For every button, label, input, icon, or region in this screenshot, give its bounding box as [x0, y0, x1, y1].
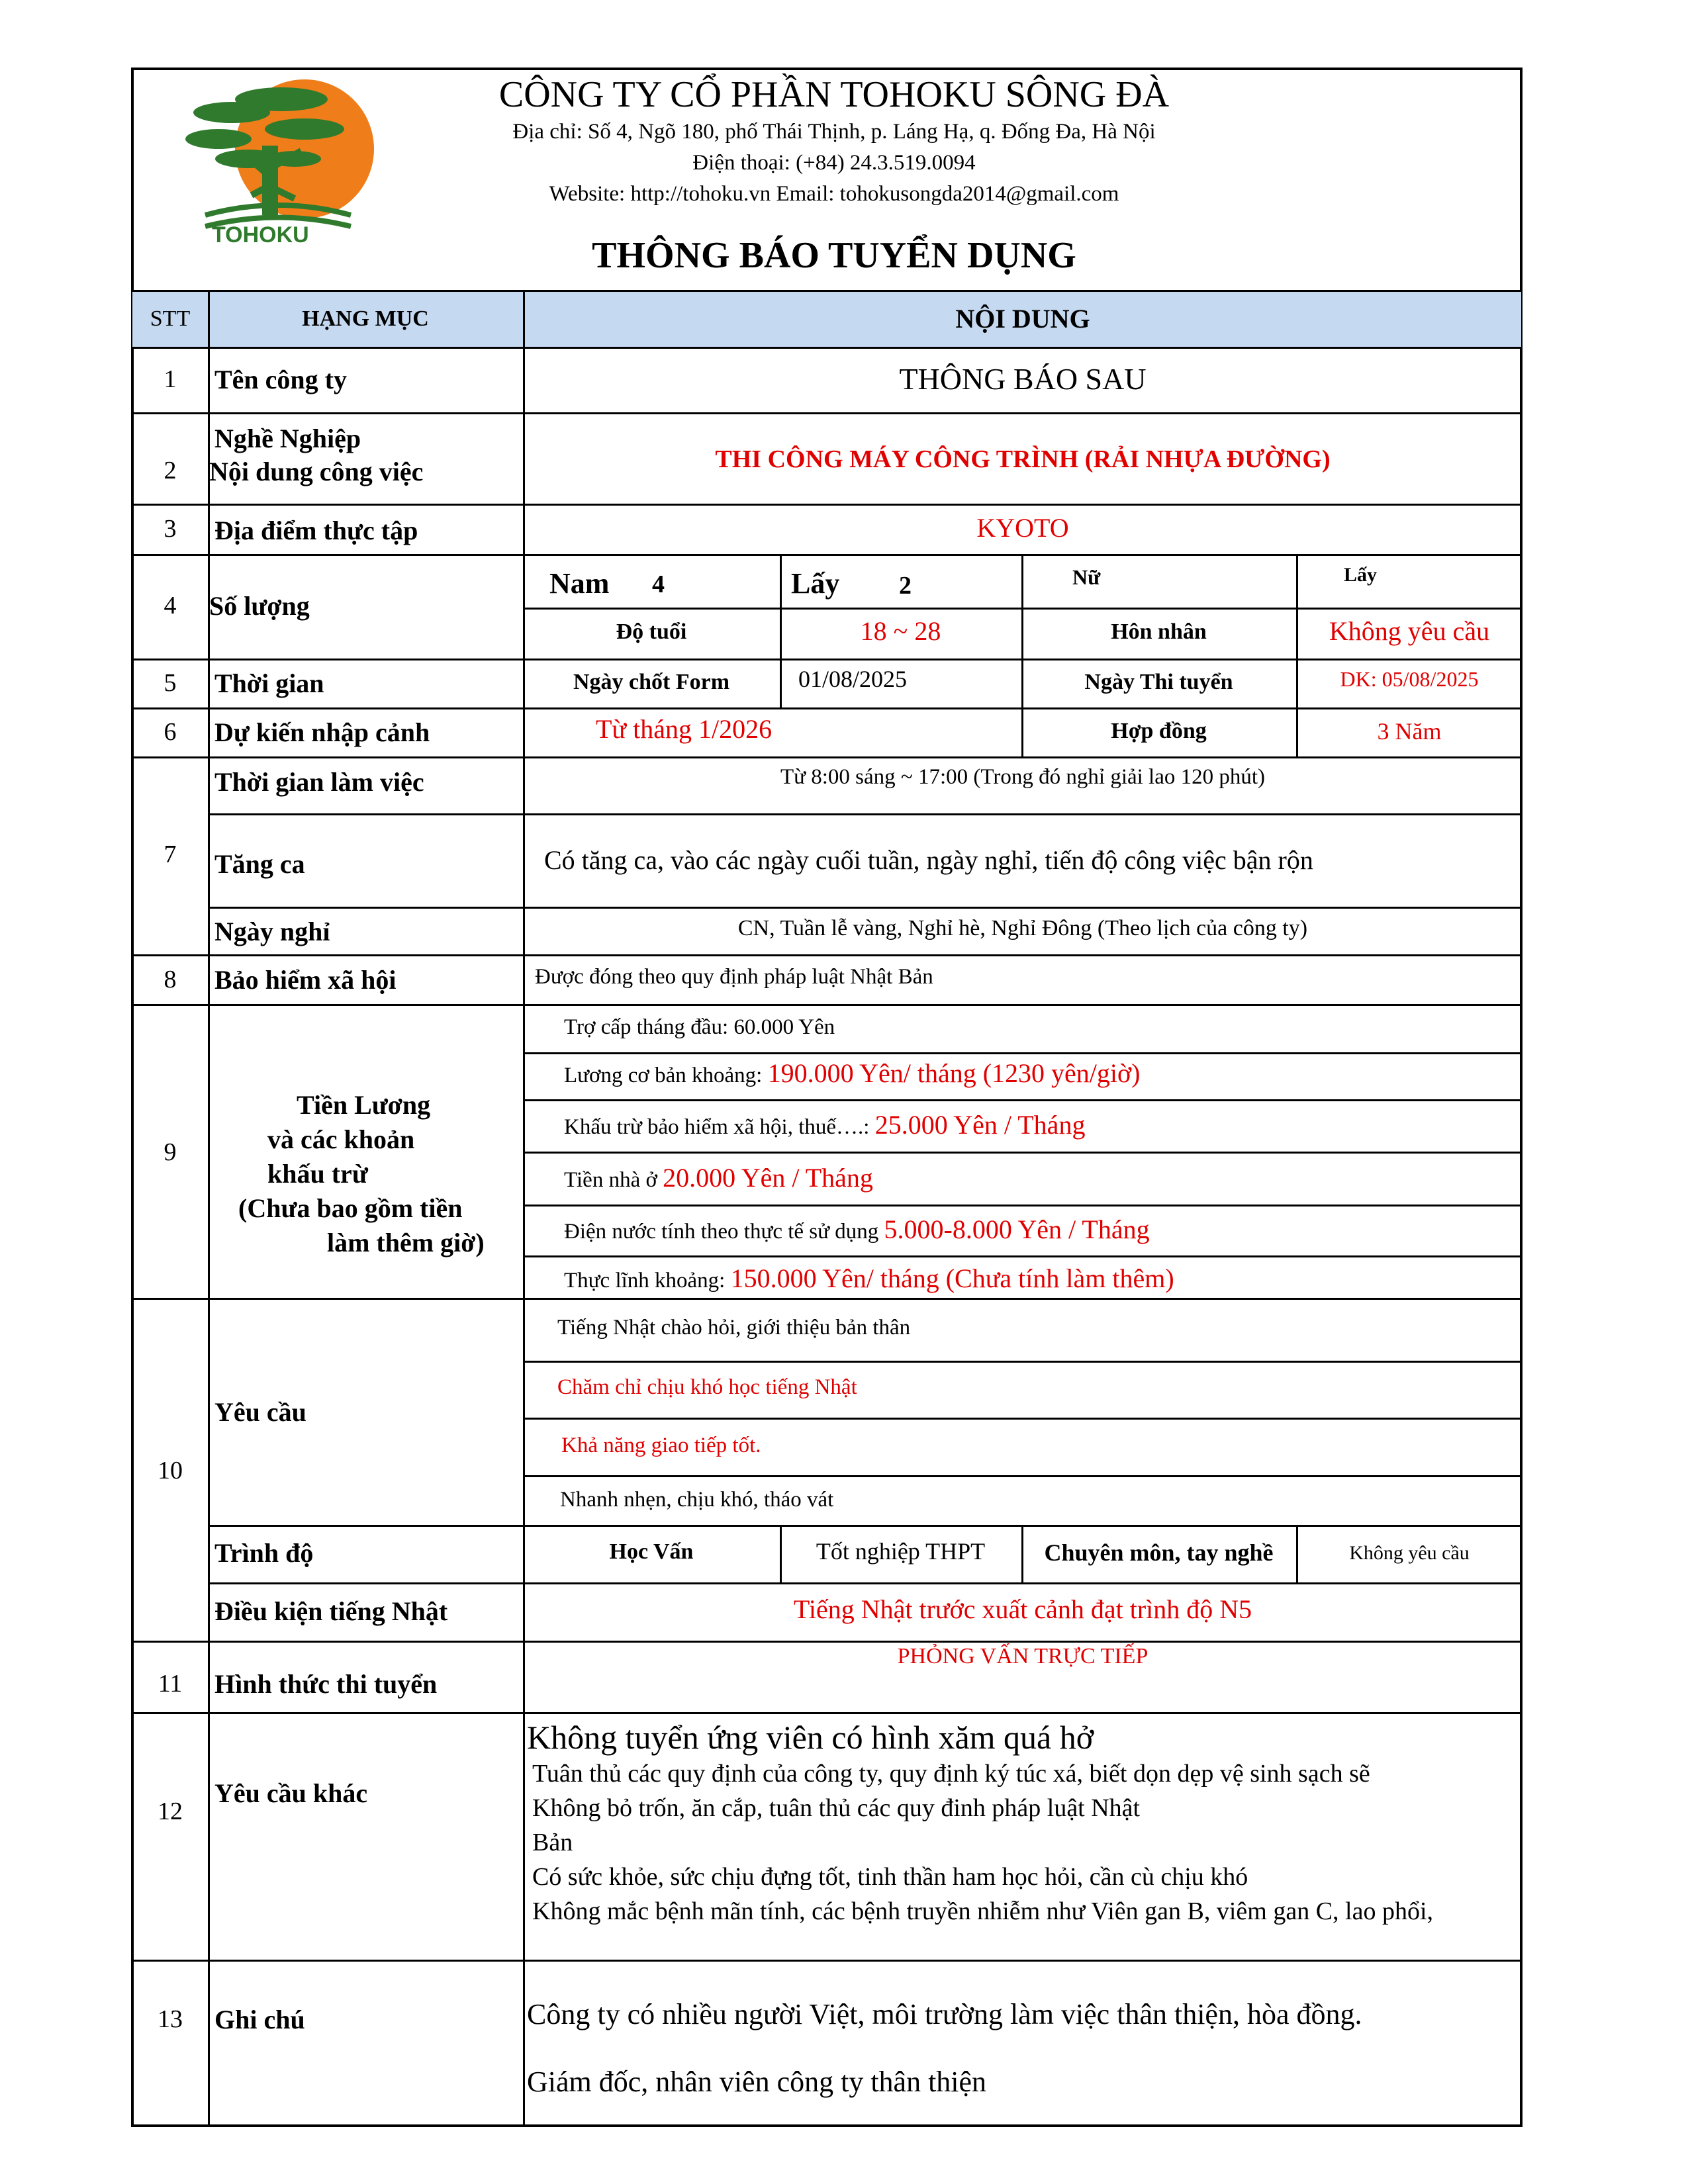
row6-contract-value: 3 Năm — [1377, 718, 1442, 745]
row4-take-count: 2 — [899, 572, 912, 600]
row6-contract-label: Hợp đồng — [1111, 719, 1207, 743]
row10-edu-sub: Học Vấn — [609, 1539, 694, 1564]
req-line-3: Khả năng giao tiếp tốt. — [561, 1433, 761, 1457]
row8-label: Bảo hiểm xã hội — [214, 965, 397, 995]
salary-line-2: Lương cơ bản khoảng: 190.000 Yên/ tháng (1230 yên/giờ) — [564, 1058, 1141, 1088]
salary-line-3: Khấu trừ bảo hiểm xã hội, thuế….: 25.000 Yên / Tháng — [564, 1110, 1086, 1140]
row11-no: 11 — [158, 1670, 183, 1698]
row7-work-value: Từ 8:00 sáng ~ 17:00 (Trong đó nghỉ giải lao 120 phút) — [780, 765, 1266, 789]
company-name: CÔNG TY CỔ PHẦN TOHOKU SÔNG ĐÀ — [498, 74, 1170, 115]
row3-label: Địa điểm thực tập — [214, 516, 418, 545]
row4-male-label: Nam — [549, 567, 610, 600]
row9-label-1: Tiền Lương — [297, 1090, 431, 1120]
row10-jp-value: Tiếng Nhật trước xuất cảnh đạt trình độ N5 — [793, 1594, 1252, 1624]
company-phone: Điện thoại: (+84) 24.3.519.0094 — [692, 151, 976, 175]
salary-line-4: Tiền nhà ở 20.000 Yên / Tháng — [564, 1163, 873, 1193]
row10-skill-value: Không yêu cầu — [1349, 1542, 1470, 1564]
row4-female-take: Lấy — [1344, 564, 1378, 586]
row6-value: Từ tháng 1/2026 — [596, 714, 773, 744]
salary-line-6: Thực lĩnh khoảng: 150.000 Yên/ tháng (Chưa tính làm thêm) — [564, 1263, 1174, 1293]
row13-line-2: Giám đốc, nhân viên công ty thân thiện — [527, 2066, 987, 2098]
row10-jp-label: Điều kiện tiếng Nhật — [214, 1596, 448, 1626]
row4-label: Số lượng — [209, 591, 310, 621]
salary-line-5: Điện nước tính theo thực tế sử dụng 5.000-8.000 Yên / Tháng — [564, 1214, 1150, 1244]
row5-label: Thời gian — [214, 668, 324, 698]
row13-label: Ghi chú — [214, 2005, 305, 2034]
row4-female-label: Nữ — [1072, 565, 1101, 589]
row5-form-date: 01/08/2025 — [798, 666, 908, 692]
row7-ot-value: Có tăng ca, vào các ngày cuối tuần, ngày nghỉ, tiến độ công việc bận rộn — [544, 845, 1313, 875]
logo-text: TOHOKU — [212, 222, 309, 248]
row4-take-label: Lấy — [791, 567, 840, 600]
row11-label: Hình thức thi tuyển — [214, 1669, 438, 1699]
row12-line-3: Bản — [532, 1829, 573, 1856]
row3-value: KYOTO — [976, 513, 1069, 543]
row10-edu-value: Tốt nghiệp THPT — [816, 1538, 986, 1565]
row2-no: 2 — [164, 457, 177, 484]
row2-value: THI CÔNG MÁY CÔNG TRÌNH (RẢI NHỰA ĐƯỜNG) — [715, 445, 1331, 473]
row5-exam-label: Ngày Thi tuyển — [1084, 670, 1233, 694]
row10-skill-label: Chuyên môn, tay nghề — [1044, 1539, 1274, 1566]
req-line-4: Nhanh nhẹn, chịu khó, tháo vát — [560, 1488, 834, 1512]
row4-no: 4 — [164, 592, 177, 619]
header-content: NỘI DUNG — [955, 304, 1090, 334]
row12-no: 12 — [158, 1797, 183, 1825]
row10-req-label: Yêu cầu — [214, 1397, 306, 1427]
row12-line-5: Không mắc bệnh mãn tính, các bệnh truyền nhiễm như Viên gan B, viêm gan C, lao phổi, — [532, 1897, 1434, 1925]
row2-label-1: Nghề Nghiệp — [214, 424, 361, 453]
row4-marriage-value: Không yêu cầu — [1329, 616, 1490, 646]
row7-work-label: Thời gian làm việc — [214, 767, 424, 797]
row9-no: 9 — [164, 1138, 177, 1166]
row6-no: 6 — [164, 718, 177, 746]
req-line-1: Tiếng Nhật chào hỏi, giới thiệu bản thân — [557, 1316, 911, 1340]
row8-value: Được đóng theo quy định pháp luật Nhật Bản — [535, 965, 933, 989]
row10-edu-label: Trình độ — [214, 1538, 314, 1568]
row11-value: PHỎNG VẤN TRỰC TIẾP — [897, 1644, 1149, 1668]
row1-value: THÔNG BÁO SAU — [899, 362, 1147, 396]
row1-label: Tên công ty — [214, 365, 347, 394]
row9-label-4: (Chưa bao gồm tiền — [238, 1193, 463, 1223]
notice-title: THÔNG BÁO TUYỂN DỤNG — [592, 235, 1076, 276]
row9-label-3: khấu trừ — [267, 1159, 368, 1189]
row7-ot-label: Tăng ca — [214, 849, 305, 879]
row12-line-4: Có sức khỏe, sức chịu đựng tốt, tinh thần ham học hỏi, cần cù chịu khó — [532, 1863, 1248, 1891]
company-web-email: Website: http://tohoku.vn Email: tohokusongda2014@gmail.com — [549, 182, 1119, 206]
row1-no: 1 — [164, 365, 177, 393]
row5-no: 5 — [164, 669, 177, 697]
row7-no: 7 — [164, 841, 177, 868]
row4-age-value: 18 ~ 28 — [860, 616, 941, 646]
row7-off-label: Ngày nghỉ — [214, 917, 330, 946]
row4-age-label: Độ tuổi — [616, 619, 687, 644]
row3-no: 3 — [164, 515, 177, 543]
row9-label-5: làm thêm giờ) — [327, 1228, 485, 1257]
row9-label-2: và các khoản — [267, 1124, 415, 1154]
row2-label-2: Nội dung công việc — [209, 457, 424, 486]
row10-no: 10 — [158, 1457, 183, 1484]
row12-line-1: Tuân thủ các quy định của công ty, quy định ký túc xá, biết dọn dẹp vệ sinh sạch sẽ — [532, 1760, 1370, 1788]
company-address: Địa chỉ: Số 4, Ngõ 180, phố Thái Thịnh, p. Láng Hạ, q. Đống Đa, Hà Nội — [512, 120, 1156, 144]
row12-line-2: Không bỏ trốn, ăn cắp, tuân thủ các quy đinh pháp luật Nhật — [532, 1794, 1141, 1822]
row13-line-1: Công ty có nhiều người Việt, môi trường làm việc thân thiện, hòa đồng. — [527, 1998, 1362, 2030]
row12-headline: Không tuyển ứng viên có hình xăm quá hở — [527, 1719, 1094, 1756]
row5-exam-date: DK: 05/08/2025 — [1340, 667, 1479, 691]
row6-label: Dự kiến nhập cảnh — [214, 717, 430, 747]
row12-label: Yêu cầu khác — [214, 1778, 368, 1808]
salary-line-1: Trợ cấp tháng đầu: 60.000 Yên — [564, 1015, 835, 1039]
header-category: HẠNG MỤC — [302, 306, 429, 331]
header-stt: STT — [150, 306, 191, 331]
row13-no: 13 — [158, 2005, 183, 2033]
row8-no: 8 — [164, 966, 177, 993]
row5-form-label: Ngày chốt Form — [573, 670, 730, 694]
row4-male-count: 4 — [652, 570, 665, 598]
req-line-2: Chăm chỉ chịu khó học tiếng Nhật — [557, 1375, 857, 1399]
row7-off-value: CN, Tuần lễ vàng, Nghỉ hè, Nghỉ Đông (Theo lịch của công ty) — [737, 916, 1308, 940]
row4-marriage-label: Hôn nhân — [1111, 619, 1207, 644]
